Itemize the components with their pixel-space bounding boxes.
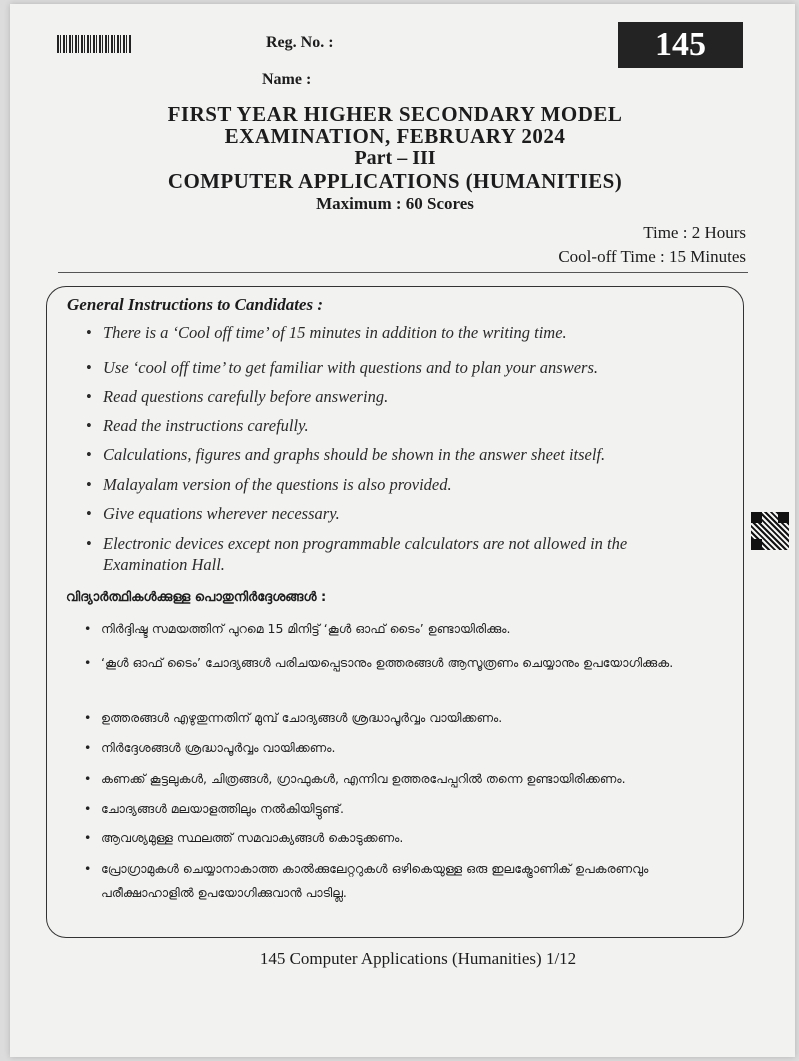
title-line-1: FIRST YEAR HIGHER SECONDARY MODEL [167,102,623,126]
malayalam-instruction-item: • ചോദ്യങ്ങൾ മലയാളത്തിലും നൽകിയിട്ടുണ്ട്. [84,797,724,821]
instruction-item: • Electronic devices except non programmable calculators are not allowed in the Examination Hall. [86,534,628,574]
page-footer: 145 Computer Applications (Humanities) 1/12 [259,949,577,968]
bullet-icon: • [84,861,92,876]
malayalam-instruction-item: • പ്രോഗ്രാമുകൾ ചെയ്യാനാകാത്ത കാൽക്കുലേറ്ററുകൾ ഒഴികെയുള്ള ഒരു ഇലക്ട്രോണിക് ഉപകരണവും പരീക്ഷാഹാളിൽ ഉപയോഗിക്കുവാൻ പാടില്ല. [84,857,724,905]
instruction-item: • Read questions carefully before answering. [86,387,389,406]
reg-no-label: Reg. No. : [266,34,334,51]
malayalam-instruction-item: • ഉത്തരങ്ങൾ എഴുതുന്നതിന് മുമ്പ് ചോദ്യങ്ങൾ ശ്രദ്ധാപൂർവ്വം വായിക്കണം. [84,706,724,730]
qr-code [750,511,790,551]
instruction-item: • Use ‘cool off time’ to get familiar with questions and to plan your answers. [86,358,598,377]
malayalam-instruction-item: • നിർദ്ദേശങ്ങൾ ശ്രദ്ധാപൂർവ്വം വായിക്കണം. [84,736,724,760]
instruction-item: • Calculations, figures and graphs should be shown in the answer sheet itself. [86,445,606,464]
instruction-item: • Malayalam version of the questions is also provided. [86,475,452,494]
title-part: Part – III [354,147,436,169]
bullet-icon: • [86,445,92,464]
paper-code-badge: 145 [618,22,743,68]
instructions-heading: General Instructions to Candidates : [67,295,323,314]
bullet-icon: • [84,771,92,786]
bullet-icon: • [86,358,92,377]
divider [58,272,748,273]
malayalam-instruction-item: • നിർദ്ദിഷ്ട സമയത്തിന് പുറമെ 15 മിനിട്ട് ‘കൂൾ ഓഫ് ടൈം’ ഉണ്ടായിരിക്കും. [84,617,724,641]
instruction-item: • There is a ‘Cool off time’ of 15 minutes in addition to the writing time. [86,323,567,342]
bullet-icon: • [86,323,92,342]
bullet-icon: • [84,740,92,755]
cool-off-time: Cool-off Time : 15 Minutes [558,247,746,266]
bullet-icon: • [86,387,92,406]
bullet-icon: • [86,475,92,494]
malayalam-instruction-item: • ‘കൂൾ ഓഫ് ടൈം’ ചോദ്യങ്ങൾ പരിചയപ്പെടാനും ഉത്തരങ്ങൾ ആസൂത്രണം ചെയ്യാനും ഉപയോഗിക്കുക. [84,651,724,675]
instruction-item: • Give equations wherever necessary. [86,504,340,523]
malayalam-instruction-item: • ആവശ്യമുള്ള സ്ഥലത്ത് സമവാക്യങ്ങൾ കൊടുക്കണം. [84,826,724,850]
instruction-item: • Read the instructions carefully. [86,416,309,435]
malayalam-instructions-heading: വിദ്യാർത്ഥികൾക്കുള്ള പൊതുനിർദ്ദേശങ്ങൾ : [66,590,327,605]
bullet-icon: • [84,655,92,670]
title-line-2: EXAMINATION, FEBRUARY 2024 [224,124,566,148]
bullet-icon: • [86,504,92,523]
name-label: Name : [262,71,312,88]
bullet-icon: • [86,534,92,553]
max-scores: Maximum : 60 Scores [316,194,474,213]
barcode [57,35,132,53]
time-allowed: Time : 2 Hours [643,223,746,242]
title-subject: COMPUTER APPLICATIONS (HUMANITIES) [167,169,623,193]
bullet-icon: • [84,830,92,845]
bullet-icon: • [84,710,92,725]
bullet-icon: • [84,801,92,816]
bullet-icon: • [86,416,92,435]
bullet-icon: • [84,621,92,636]
malayalam-instruction-item: • കണക്ക് കൂട്ടലുകൾ, ചിത്രങ്ങൾ, ഗ്രാഫുകൾ, എന്നിവ ഉത്തരപേപ്പറിൽ തന്നെ ഉണ്ടായിരിക്കണം. [84,767,724,791]
